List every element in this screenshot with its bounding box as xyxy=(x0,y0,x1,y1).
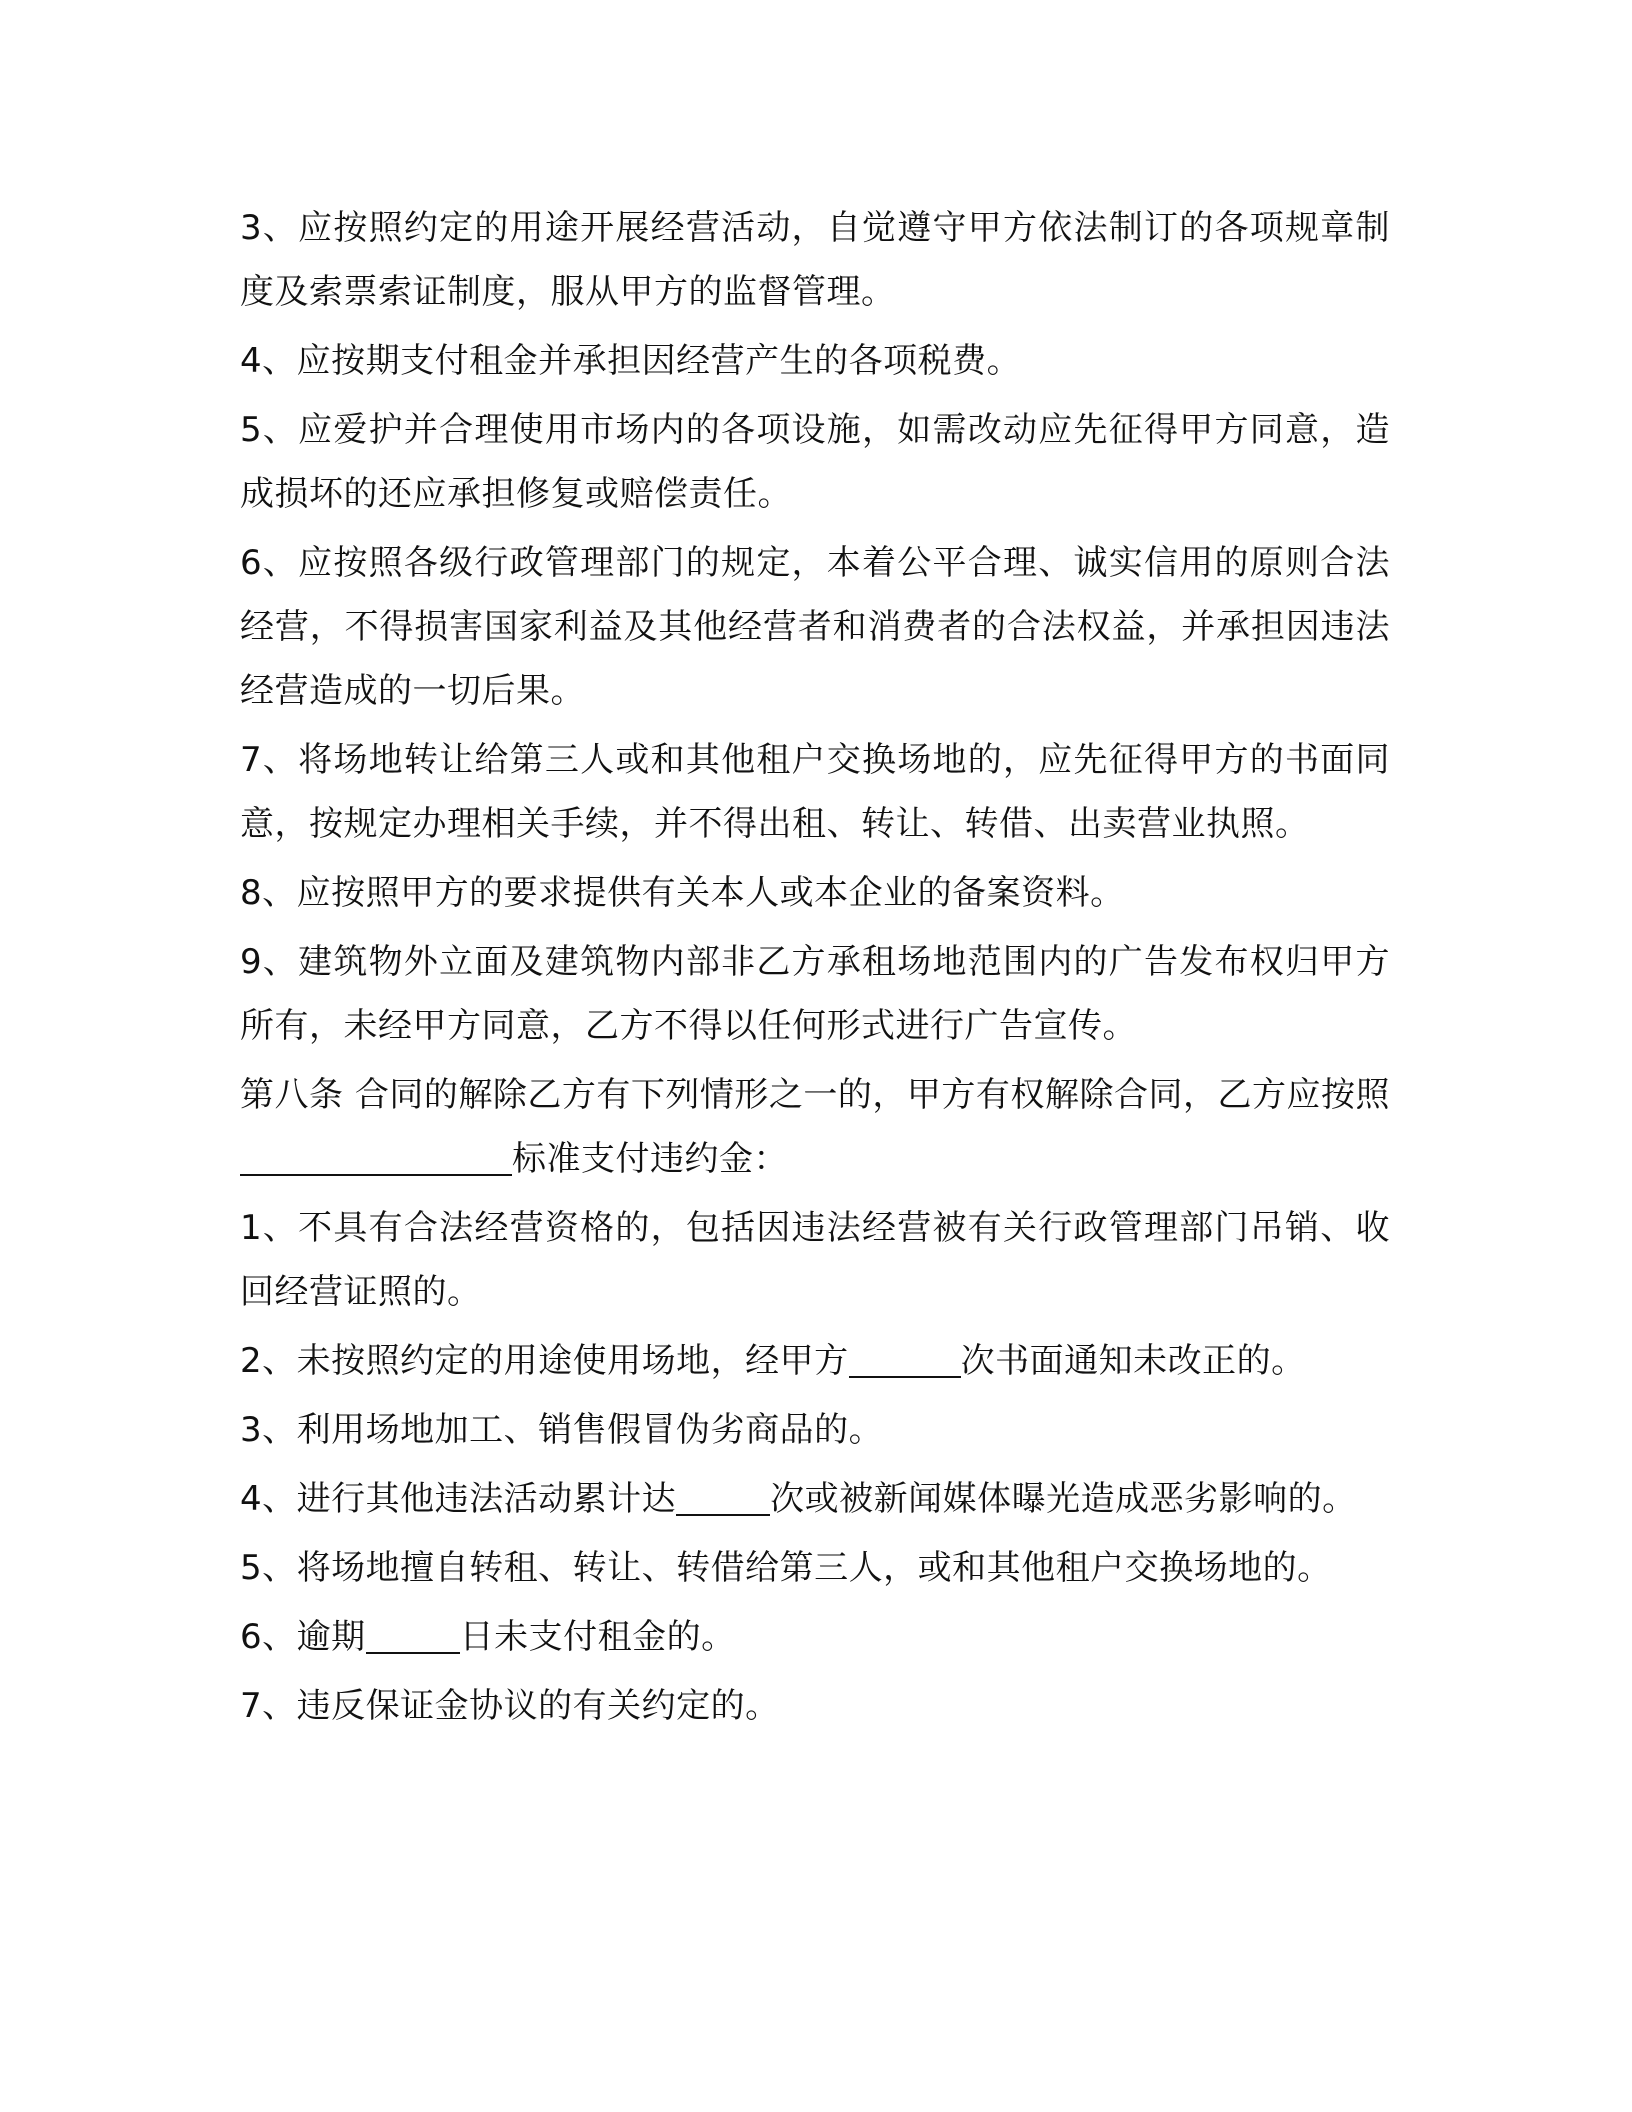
termination-item-4-after: 次或被新闻媒体曝光造成恶劣影响的。 xyxy=(770,1479,1357,1519)
termination-item-3: 3、利用场地加工、销售假冒伪劣商品的。 xyxy=(240,1410,884,1450)
notice-count-blank[interactable] xyxy=(849,1332,961,1378)
clause-3: 3、应按照约定的用途开展经营活动，自觉遵守甲方依法制订的各项规章制度及索票索证制度，服从甲方的监督管理。 xyxy=(240,208,1390,312)
termination-item-2-after: 次书面通知未改正的。 xyxy=(960,1341,1306,1381)
clause-6: 6、应按照各级行政管理部门的规定，本着公平合理、诚实信用的原则合法经营，不得损害国家利益及其他经营者和消费者的合法权益，并承担因违法经营造成的一切后果。 xyxy=(240,543,1390,711)
termination-item-6-before: 6、逾期 xyxy=(240,1617,366,1657)
termination-item-5: 5、将场地擅自转租、转让、转借给第三人，或和其他租户交换场地的。 xyxy=(240,1548,1332,1588)
clause-5: 5、应爱护并合理使用市场内的各项设施，如需改动应先征得甲方同意，造成损坏的还应承担修复或赔偿责任。 xyxy=(240,410,1390,514)
clause-8: 8、应按照甲方的要求提供有关本人或本企业的备案资料。 xyxy=(240,873,1125,913)
clause-9: 9、建筑物外立面及建筑物内部非乙方承租场地范围内的广告发布权归甲方所有，未经甲方同意，乙方不得以任何形式进行广告宣传。 xyxy=(240,942,1390,1046)
article-8-text-after: 标准支付违约金： xyxy=(512,1139,788,1179)
penalty-standard-blank[interactable] xyxy=(240,1130,512,1176)
termination-item-2-before: 2、未按照约定的用途使用场地，经甲方 xyxy=(240,1341,849,1381)
termination-item-2 xyxy=(240,1329,1390,1393)
article-8-text-before: 第八条 合同的解除乙方有下列情形之一的，甲方有权解除合同，乙方应按照 xyxy=(240,1075,1390,1115)
document-body xyxy=(240,196,1390,1743)
article-8-heading xyxy=(240,1063,1390,1191)
termination-item-7: 7、违反保证金协议的有关约定的。 xyxy=(240,1686,780,1726)
termination-item-4-before: 4、进行其他违法活动累计达 xyxy=(240,1479,677,1519)
overdue-days-blank[interactable] xyxy=(366,1608,460,1654)
clause-7: 7、将场地转让给第三人或和其他租户交换场地的，应先征得甲方的书面同意，按规定办理相关手续，并不得出租、转让、转借、出卖营业执照。 xyxy=(240,740,1390,844)
termination-item-6-after: 日未支付租金的。 xyxy=(459,1617,736,1657)
clause-4: 4、应按期支付租金并承担因经营产生的各项税费。 xyxy=(240,341,1022,381)
termination-item-1: 1、不具有合法经营资格的，包括因违法经营被有关行政管理部门吊销、收回经营证照的。 xyxy=(240,1208,1390,1312)
termination-item-6 xyxy=(240,1605,1390,1669)
violation-count-blank[interactable] xyxy=(676,1470,770,1516)
termination-item-4 xyxy=(240,1467,1390,1531)
